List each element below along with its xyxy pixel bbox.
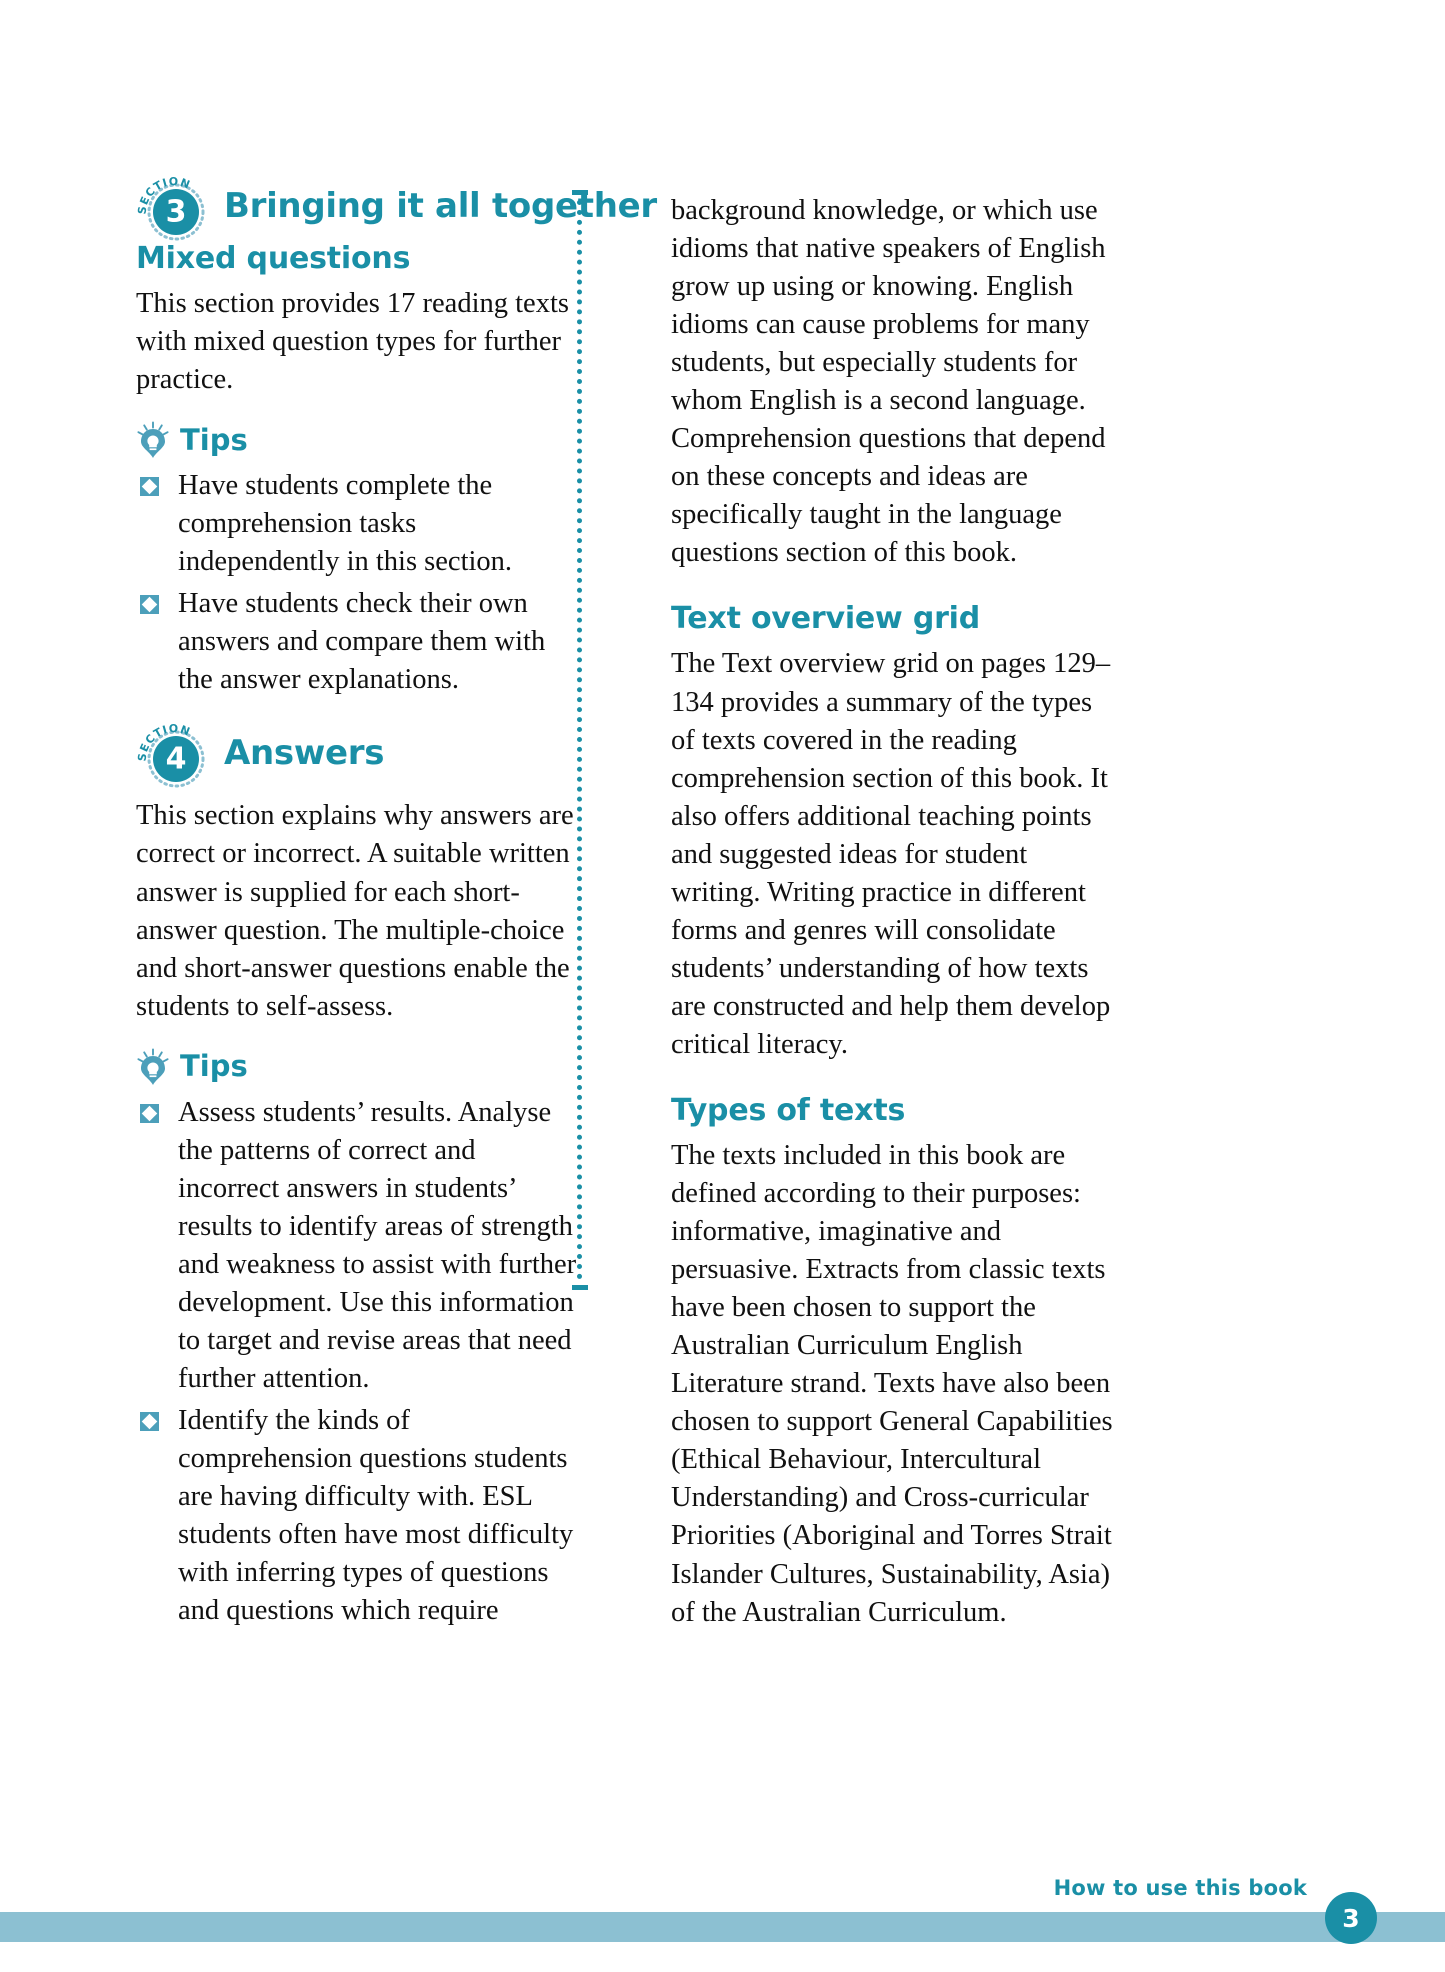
- tips-label-1: Tips: [180, 422, 248, 457]
- tips-list-1: [136, 467, 581, 699]
- page-content: [136, 176, 1296, 1650]
- footer-label: How to use this book: [1053, 1876, 1307, 1900]
- diamond-bullet-icon: [140, 1412, 159, 1431]
- diamond-bullet-icon: [140, 595, 159, 614]
- continued-paragraph: background knowledge, or which use idioms that native speakers of English grow up using or knowing. English idioms can cause problems for many students, but especially students for whom English is a second language. Comprehension questions that depend on these concepts and ideas are specifically taught in the language questions section of this book.: [671, 195, 1106, 569]
- tips-list-2: [136, 1094, 581, 1631]
- section-4-paragraph: This section explains why answers are correct or incorrect. A suitable written answer is supplied for each short-answer question. The multiple-choice and short-answer questions enable the students to self-assess.: [136, 800, 574, 1022]
- badge-ring-text: SECTION: [136, 722, 193, 763]
- badge-number: 4: [165, 741, 187, 777]
- diamond-bullet-icon: [140, 1104, 159, 1123]
- footer-bar: [0, 1912, 1445, 1942]
- section-3-paragraph: This section provides 17 reading texts with mixed question types for further practice.: [136, 288, 569, 396]
- list-item: [136, 585, 581, 699]
- tip-text: Have students complete the comprehension tasks independently in this section.: [178, 470, 513, 578]
- tips-heading-1: [136, 421, 581, 459]
- section-badge-icon: [136, 170, 210, 244]
- lightbulb-icon: [136, 1048, 170, 1086]
- left-column: [136, 175, 657, 1650]
- section-badge-3: [136, 170, 210, 244]
- diamond-bullet-icon: [140, 477, 159, 496]
- section-3-title: Bringing it all together: [224, 186, 657, 226]
- mixed-questions-subhead: Mixed questions: [136, 241, 411, 276]
- section-4-heading: [136, 723, 581, 785]
- section-3-heading: [136, 175, 657, 238]
- tip-text: Have students check their own answers and compare them with the answer explanations.: [178, 588, 546, 696]
- tip-text: Identify the kinds of comprehension questions students are having difficulty with. ESL students often have most difficulty with inferring types of questions and questions which require: [178, 1405, 574, 1627]
- right-column: [671, 176, 1116, 1650]
- text-overview-grid-heading: Text overview grid: [671, 601, 981, 637]
- types-of-texts-paragraph: The texts included in this book are defined according to their purposes: informative, imaginative and persuasive. Extracts from classic texts have been chosen to support the Australian Curriculum English Literature strand. Texts have also been chosen to support General Capabilities (Ethical Behaviour, Intercultural Understanding) and Cross-curricular Priorities (Aboriginal and Torres Strait Islander Cultures, Sustainability, Asia) of the Australian Curriculum.: [671, 1139, 1113, 1628]
- badge-number: 3: [165, 194, 187, 230]
- badge-ring-text: SECTION: [136, 175, 193, 215]
- list-item: [136, 1402, 581, 1630]
- tip-text: Assess students’ results. Analyse the patterns of correct and incorrect answers in students’ results to identify areas of strength and weakness to assist with further development. Use this information to target and revise areas that need further attention.: [178, 1096, 577, 1395]
- lightbulb-icon: [136, 421, 170, 459]
- section-badge-4: [136, 717, 210, 791]
- tips-heading-2: [136, 1048, 581, 1086]
- text-overview-grid-paragraph: The Text overview grid on pages 129–134 provides a summary of the types of texts covered in the reading comprehension section of this book. It also offers additional teaching points and suggested ideas for student writing. Writing practice in different forms and genres will consolidate students’ understanding of how texts are constructed and help them develop critical literacy.: [671, 648, 1111, 1060]
- types-of-texts-heading: Types of texts: [671, 1092, 906, 1128]
- list-item: [136, 467, 581, 581]
- section-badge-icon: [136, 717, 210, 791]
- list-item: [136, 1094, 581, 1398]
- page-number: 3: [1325, 1892, 1377, 1944]
- section-4-title: Answers: [224, 733, 385, 774]
- tips-label-2: Tips: [180, 1049, 248, 1084]
